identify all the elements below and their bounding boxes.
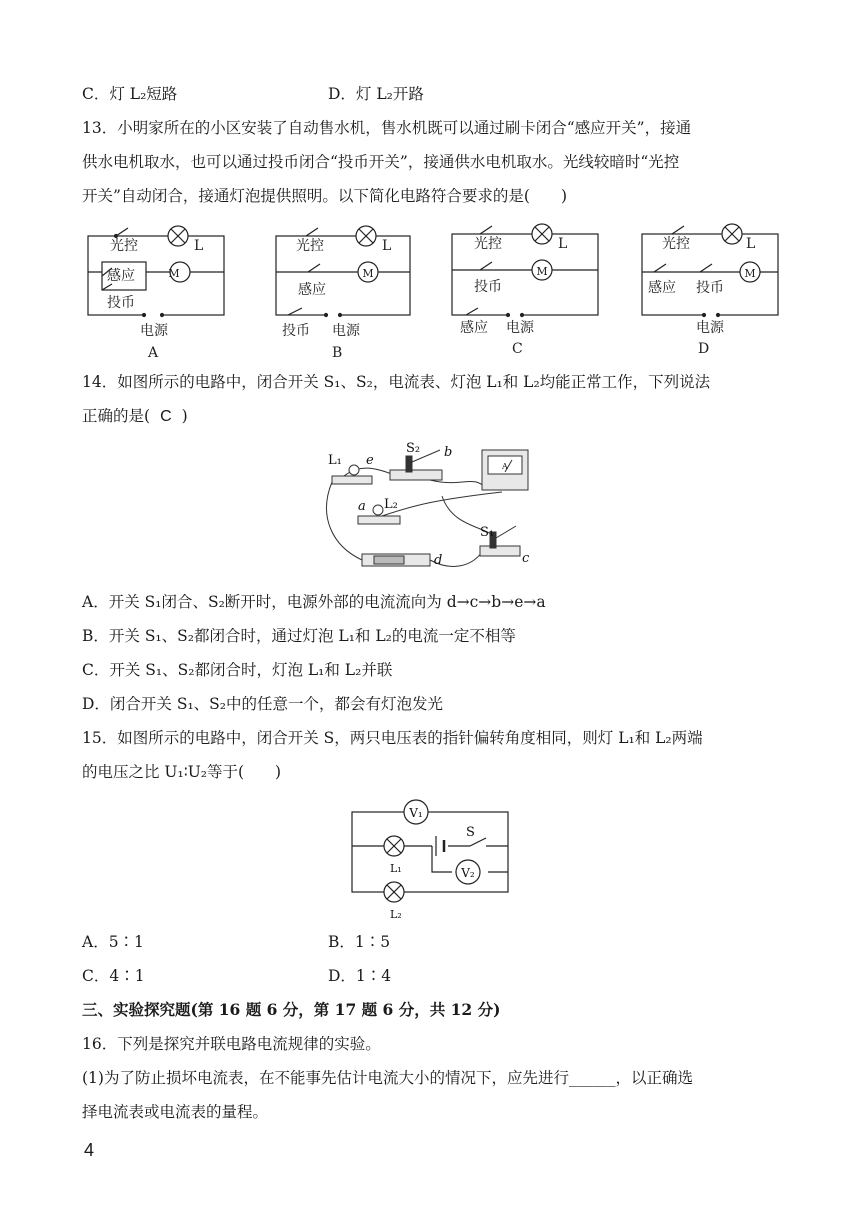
label-guangkong-c: 光控	[474, 236, 502, 252]
q12-option-c: C．灯 L₂短路	[82, 85, 178, 103]
label-motor-c: M	[536, 265, 548, 278]
q16-text-line2: (1)为了防止损坏电流表，在不能事先估计电流大小的情况下，应先进行______，以正确选	[82, 1069, 693, 1087]
label-v2: V₂	[461, 866, 475, 880]
label-ganying-a: 感应	[107, 268, 135, 284]
q14-suffix: )	[181, 407, 188, 425]
q14-option-c: C．开关 S₁、S₂都闭合时，灯泡 L₁和 L₂并联	[82, 661, 393, 679]
label-c: c	[522, 551, 530, 566]
q14-option-b: B．开关 S₁、S₂都闭合时，通过灯泡 L₁和 L₂的电流一定不相等	[82, 627, 516, 645]
q13-circuit-figures	[76, 214, 786, 362]
q15-text-line2: 的电压之比 U₁∶U₂等于( )	[82, 763, 282, 781]
label-motor-b: M	[362, 267, 374, 280]
q15-text-line1: 15．如图所示的电路中，闭合开关 S，两只电压表的指针偏转角度相同，则灯 L₁和 L₂两端	[82, 729, 703, 747]
q15-option-a: A．5∶1	[82, 933, 144, 951]
label-ganying-b: 感应	[298, 282, 326, 298]
label-toubi-d: 投币	[696, 280, 724, 296]
label-a: a	[358, 499, 366, 514]
q16-text-line3: 择电流表或电流表的量程。	[82, 1103, 269, 1121]
label-d: d	[434, 553, 443, 568]
q15-option-c: C．4∶1	[82, 967, 145, 985]
label-guangkong-b: 光控	[296, 238, 324, 254]
label-e: e	[366, 453, 374, 468]
label-lamp-b: L	[382, 238, 392, 254]
label-v1: V₁	[409, 806, 423, 820]
label-motor-a: M	[168, 267, 180, 280]
label-dianyuan-c: 电源	[506, 320, 534, 336]
label-guangkong-a: 光控	[110, 238, 138, 254]
label-l1: L₁	[328, 453, 342, 468]
q15-option-b: B．1∶5	[328, 933, 391, 951]
page-number: 4	[84, 1140, 95, 1160]
label-lamp-a: L	[194, 238, 204, 254]
label-ganying-d: 感应	[648, 280, 676, 296]
label-s: S	[466, 825, 475, 840]
q14-circuit-figure	[322, 436, 544, 574]
label-motor-d: M	[744, 267, 756, 280]
label-ammeter: A	[502, 462, 508, 471]
label-dianyuan-d: 电源	[696, 320, 724, 336]
q12-option-d: D．灯 L₂开路	[328, 85, 424, 103]
label-toubi-c: 投币	[474, 279, 502, 295]
label-s1: S₁	[480, 525, 495, 540]
label-option-b: B	[332, 345, 343, 361]
label-l1: L₁	[390, 862, 402, 875]
q16-text-line1: 16．下列是探究并联电路电流规律的实验。	[82, 1035, 381, 1053]
q14-option-a: A．开关 S₁闭合、S₂断开时，电源外部的电流流向为 d→c→b→e→a	[82, 593, 546, 611]
label-dianyuan-a: 电源	[140, 323, 168, 339]
label-toubi-a: 投币	[107, 295, 135, 311]
label-l2: L₂	[390, 908, 402, 921]
q14-answer: C	[160, 408, 172, 425]
q14-text-line1: 14．如图所示的电路中，闭合开关 S₁、S₂，电流表、灯泡 L₁和 L₂均能正常工作，下列说法	[82, 373, 711, 391]
label-lamp-d: L	[746, 236, 756, 252]
label-ganying-c: 感应	[460, 320, 488, 336]
label-b: b	[444, 445, 453, 460]
label-option-d: D	[698, 341, 710, 357]
section-heading: 三、实验探究题(第 16 题 6 分，第 17 题 6 分，共 12 分)	[82, 1000, 501, 1019]
q13-text-line2: 供水电机取水，也可以通过投币闭合“投币开关”，接通供水电机取水。光线较暗时“光控	[82, 153, 680, 171]
q14-text-line2	[82, 406, 188, 427]
label-toubi-b: 投币	[282, 323, 310, 339]
q13-text-line1: 13．小明家所在的小区安装了自动售水机，售水机既可以通过刷卡闭合“感应开关”，接通	[82, 119, 692, 137]
label-s2: S₂	[406, 441, 421, 456]
q14-prefix: 正确的是(	[82, 407, 151, 425]
q15-option-d: D．1∶4	[328, 967, 392, 985]
label-guangkong-d: 光控	[662, 236, 690, 252]
label-lamp-c: L	[558, 236, 568, 252]
label-option-a: A	[148, 345, 159, 361]
label-dianyuan-b: 电源	[332, 323, 360, 339]
q15-circuit-figure	[340, 796, 520, 922]
q13-text-line3: 开关”自动闭合，接通灯泡提供照明。以下简化电路符合要求的是( )	[82, 187, 568, 205]
q14-option-d: D．闭合开关 S₁、S₂中的任意一个，都会有灯泡发光	[82, 695, 444, 713]
label-option-c: C	[512, 341, 523, 357]
label-l2: L₂	[384, 497, 398, 512]
